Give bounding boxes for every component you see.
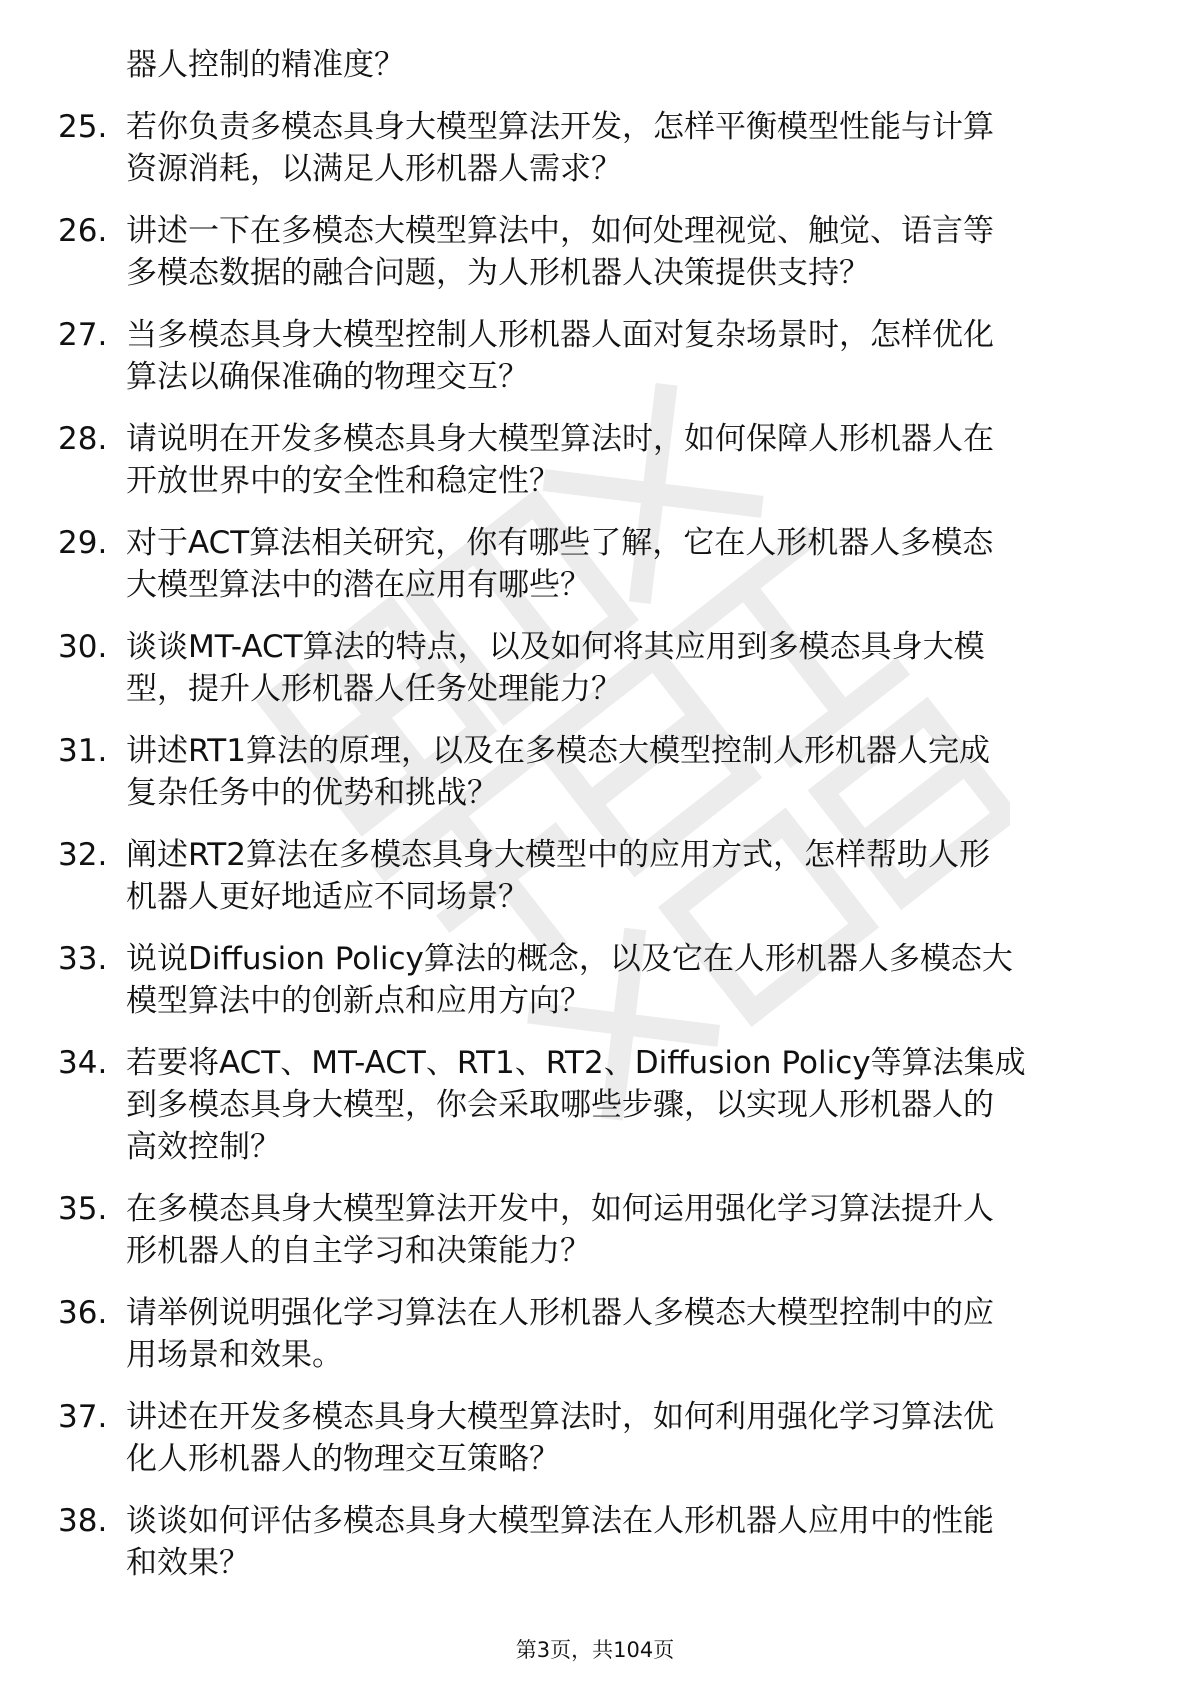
question-text	[126, 834, 1138, 918]
continued-question-text: 器人控制的精准度？	[126, 47, 405, 83]
question-text	[126, 938, 1138, 1022]
question-text-line: 在多模态具身大模型算法开发中，如何运用强化学习算法提升人	[126, 1191, 994, 1227]
question-text	[126, 314, 1138, 398]
question-text-line: 讲述在开发多模态具身大模型算法时，如何利用强化学习算法优	[126, 1399, 994, 1435]
question-text	[126, 1292, 1138, 1376]
question-number: 26.	[58, 213, 108, 249]
question-text	[126, 418, 1138, 502]
question-number: 38.	[58, 1503, 108, 1539]
question-list	[58, 44, 1138, 1604]
question-text-line: 和效果？	[126, 1545, 250, 1581]
question-text-line: 讲述一下在多模态大模型算法中，如何处理视觉、触觉、语言等	[126, 213, 994, 249]
question-number: 34.	[58, 1045, 108, 1081]
question-text-line: 大模型算法中的潜在应用有哪些？	[126, 567, 591, 603]
question-item	[58, 418, 1138, 502]
question-item	[58, 834, 1138, 918]
question-number: 31.	[58, 733, 108, 769]
question-text-line: 形机器人的自主学习和决策能力？	[126, 1233, 591, 1269]
question-text-line: 请说明在开发多模态具身大模型算法时，如何保障人形机器人在	[126, 421, 994, 457]
question-number: 29.	[58, 525, 108, 561]
question-text	[126, 106, 1138, 190]
question-item	[58, 1500, 1138, 1584]
question-text	[126, 1396, 1138, 1480]
question-text-line: 若要将ACT、MT-ACT、RT1、RT2、Diffusion Policy等算法集成	[126, 1045, 1026, 1081]
question-item	[58, 522, 1138, 606]
question-text-line: 高效控制？	[126, 1129, 281, 1165]
question-item	[58, 1396, 1138, 1480]
question-item	[58, 626, 1138, 710]
question-text	[126, 1500, 1138, 1584]
question-number: 35.	[58, 1191, 108, 1227]
question-text-line: 阐述RT2算法在多模态具身大模型中的应用方式，怎样帮助人形	[126, 837, 990, 873]
question-text-line: 讲述RT1算法的原理，以及在多模态大模型控制人形机器人完成	[126, 733, 990, 769]
question-number: 33.	[58, 941, 108, 977]
question-item	[58, 314, 1138, 398]
question-number: 27.	[58, 317, 108, 353]
question-text	[126, 210, 1138, 294]
question-text-line: 用场景和效果。	[126, 1337, 343, 1373]
question-number: 32.	[58, 837, 108, 873]
question-text-line: 型，提升人形机器人任务处理能力？	[126, 671, 622, 707]
question-text	[126, 1188, 1138, 1272]
question-number: 30.	[58, 629, 108, 665]
question-text-line: 模型算法中的创新点和应用方向？	[126, 983, 591, 1019]
question-text	[126, 1042, 1138, 1168]
question-text-line: 对于ACT算法相关研究，你有哪些了解，它在人形机器人多模态	[126, 525, 994, 561]
question-text-line: 资源消耗，以满足人形机器人需求？	[126, 151, 622, 187]
question-text-line: 谈谈如何评估多模态具身大模型算法在人形机器人应用中的性能	[126, 1503, 994, 1539]
question-text-line: 若你负责多模态具身大模型算法开发，怎样平衡模型性能与计算	[126, 109, 994, 145]
question-item	[58, 210, 1138, 294]
question-item	[58, 730, 1138, 814]
question-number: 36.	[58, 1295, 108, 1331]
question-item	[58, 1188, 1138, 1272]
question-item	[58, 1292, 1138, 1376]
question-number: 25.	[58, 109, 108, 145]
question-text-line: 机器人更好地适应不同场景？	[126, 879, 529, 915]
page-number-footer: 第3页，共104页	[515, 1638, 675, 1662]
question-text	[126, 730, 1138, 814]
question-text	[126, 522, 1138, 606]
question-number: 37.	[58, 1399, 108, 1435]
question-item	[58, 938, 1138, 1022]
question-number: 28.	[58, 421, 108, 457]
question-text-line: 到多模态具身大模型，你会采取哪些步骤，以实现人形机器人的	[126, 1087, 994, 1123]
question-text-line: 复杂任务中的优势和挑战？	[126, 775, 498, 811]
question-item	[58, 106, 1138, 190]
question-text-line: 说说Diffusion Policy算法的概念，以及它在人形机器人多模态大	[126, 941, 1013, 977]
question-text-line: 多模态数据的融合问题，为人形机器人决策提供支持？	[126, 255, 870, 291]
question-item	[58, 1042, 1138, 1168]
question-text	[126, 626, 1138, 710]
question-text-line: 开放世界中的安全性和稳定性？	[126, 463, 560, 499]
question-text-line: 谈谈MT-ACT算法的特点，以及如何将其应用到多模态具身大模	[126, 629, 985, 665]
question-text-line: 请举例说明强化学习算法在人形机器人多模态大模型控制中的应	[126, 1295, 994, 1331]
question-text-line: 当多模态具身大模型控制人形机器人面对复杂场景时，怎样优化	[126, 317, 994, 353]
question-text-line: 算法以确保准确的物理交互？	[126, 359, 529, 395]
question-text-line: 化人形机器人的物理交互策略？	[126, 1441, 560, 1477]
